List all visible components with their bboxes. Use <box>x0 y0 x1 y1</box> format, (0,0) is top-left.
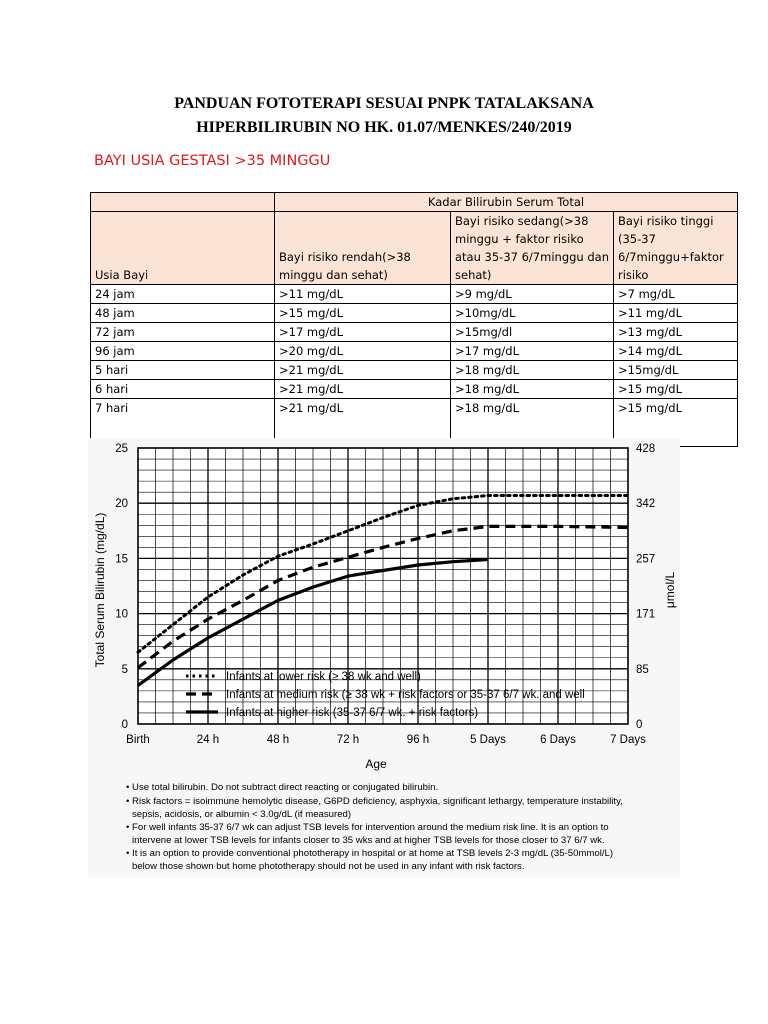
cell-medium: >18 mg/dL <box>451 399 614 447</box>
x-tick-label: 96 h <box>406 734 430 746</box>
cell-medium: >10mg/dL <box>451 304 614 323</box>
cell-age: 96 jam <box>91 342 275 361</box>
legend-label-medium-risk: Infants at medium risk (≥ 38 wk + risk factors or 35-37 6/7 wk. and well <box>226 689 585 701</box>
x-tick-label: 7 Days <box>610 734 646 746</box>
y-tick-label-left: 25 <box>115 443 128 455</box>
table-group-header: Kadar Bilirubin Serum Total <box>275 193 738 212</box>
cell-age: 5 hari <box>91 361 275 380</box>
cell-age: 48 jam <box>91 304 275 323</box>
cell-medium: >17 mg/dL <box>451 342 614 361</box>
cell-high: >15mg/dL <box>614 361 738 380</box>
y-tick-label-left: 5 <box>121 663 128 676</box>
y-tick-label-left: 15 <box>115 553 128 566</box>
phototherapy-chart-svg <box>88 438 680 878</box>
chart-note: • Use total bilirubin. Do not subtract direct reacting or conjugated bilirubin. <box>126 782 439 793</box>
y-tick-label-right: 342 <box>636 498 656 511</box>
table-row <box>91 342 738 361</box>
column-header-low-risk: Bayi risiko rendah(>38 minggu dan sehat) <box>275 212 451 285</box>
y-tick-label-right: 0 <box>636 719 643 731</box>
y-tick-label-right: 257 <box>636 553 656 566</box>
x-tick-label: 24 h <box>196 734 220 746</box>
document-title-line-2: HIPERBILIRUBIN NO HK. 01.07/MENKES/240/2019 <box>196 119 572 136</box>
bilirubin-threshold-table <box>90 192 738 447</box>
x-tick-label: Birth <box>126 734 150 746</box>
cell-age: 24 jam <box>91 285 275 304</box>
cell-low: >15 mg/dL <box>275 304 451 323</box>
y-axis-label-right: μmol/L <box>663 571 677 609</box>
chart-note: sepsis, acidosis, or albumin < 3.0g/dL (if measured) <box>132 809 352 820</box>
cell-medium: >9 mg/dL <box>451 285 614 304</box>
x-tick-label: 48 h <box>266 734 290 746</box>
x-tick-label: 6 Days <box>540 734 576 746</box>
table-row <box>91 323 738 342</box>
y-tick-label-left: 0 <box>121 719 128 731</box>
cell-medium: >18 mg/dL <box>451 380 614 399</box>
cell-high: >14 mg/dL <box>614 342 738 361</box>
x-tick-label: 72 h <box>336 734 360 746</box>
y-tick-label-left: 20 <box>115 498 128 511</box>
column-header-medium-risk: Bayi risiko sedang(>38 minggu + faktor risiko atau 35-37 6/7minggu dan sehat) <box>451 212 614 285</box>
section-subtitle: BAYI USIA GESTASI >35 MINGGU <box>94 153 331 169</box>
y-tick-label-right: 171 <box>636 608 656 621</box>
y-tick-label-left: 10 <box>115 608 128 621</box>
cell-low: >20 mg/dL <box>275 342 451 361</box>
cell-age: 7 hari <box>91 399 275 447</box>
column-header-age: Usia Bayi <box>91 212 275 285</box>
table-row <box>91 304 738 323</box>
x-axis-label: Age <box>365 757 387 771</box>
cell-low: >21 mg/dL <box>275 380 451 399</box>
cell-high: >13 mg/dL <box>614 323 738 342</box>
cell-high: >11 mg/dL <box>614 304 738 323</box>
cell-age: 6 hari <box>91 380 275 399</box>
chart-note: • For well infants 35-37 6/7 wk can adjust TSB levels for intervention around the medium risk line. It is an option to <box>126 822 609 833</box>
legend-label-low-risk: Infants at lower risk (≥ 38 wk and well) <box>226 671 421 683</box>
legend-label-high-risk: Infants at higher risk (35-37 6/7 wk. + risk factors) <box>226 707 479 719</box>
cell-low: >21 mg/dL <box>275 361 451 380</box>
chart-note: below those shown but home phototherapy should not be used in any infant with risk factors. <box>132 861 525 872</box>
cell-low: >11 mg/dL <box>275 285 451 304</box>
chart-note: • Risk factors = isoimmune hemolytic disease, G6PD deficiency, asphyxia, significant lethargy, temperature instability, <box>126 796 623 807</box>
x-tick-label: 5 Days <box>470 734 506 746</box>
chart-note: intervene at lower TSB levels for infants closer to 35 wks and at higher TSB levels for those closer to 37 6/7 wk. <box>132 835 605 846</box>
document-title-line-1: PANDUAN FOTOTERAPI SESUAI PNPK TATALAKSANA <box>174 95 594 112</box>
y-tick-label-right: 428 <box>636 443 656 455</box>
chart-note: • It is an option to provide conventional phototherapy in hospital or at home at TSB levels 2-3 mg/dL (35-50mmol/L) <box>126 848 614 859</box>
table-row <box>91 285 738 304</box>
table-header-blank <box>91 193 275 212</box>
table-column-header-row <box>91 212 738 285</box>
cell-high: >15 mg/dL <box>614 399 738 447</box>
table-row <box>91 380 738 399</box>
cell-age: 72 jam <box>91 323 275 342</box>
phototherapy-chart <box>88 438 680 878</box>
y-tick-label-right: 85 <box>636 663 649 676</box>
column-header-high-risk: Bayi risiko tinggi (35-37 6/7minggu+faktor risiko <box>614 212 738 285</box>
table-group-header-row <box>91 193 738 212</box>
cell-medium: >15mg/dl <box>451 323 614 342</box>
cell-low: >21 mg/dL <box>275 399 451 447</box>
cell-medium: >18 mg/dL <box>451 361 614 380</box>
table-row <box>91 361 738 380</box>
cell-high: >7 mg/dL <box>614 285 738 304</box>
cell-high: >15 mg/dL <box>614 380 738 399</box>
cell-low: >17 mg/dL <box>275 323 451 342</box>
y-axis-label-left: Total Serum Bilirubin (mg/dL) <box>93 512 107 668</box>
